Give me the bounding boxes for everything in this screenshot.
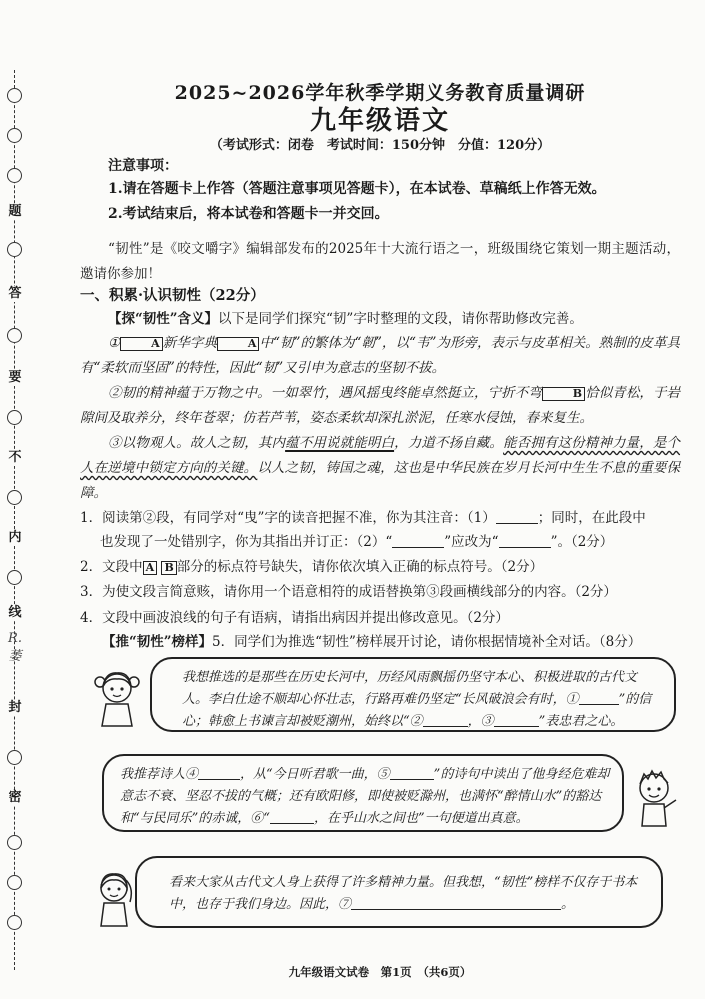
- dialogue-text: ，③: [467, 714, 494, 729]
- question-text: ；同时，在此段中: [537, 510, 646, 526]
- question-text: 5．同学们为推选“韧性”榜样展开讨论，请你根据情境补全对话。（8分）: [212, 634, 642, 650]
- question-5: [102, 630, 680, 654]
- para-text: ②韧的精神蕴于万物之中。一如翠竹，遇风摇曳终能卓然挺立，宁折不弯: [108, 385, 542, 401]
- marker-box-a: A: [143, 561, 158, 575]
- question-2: [80, 555, 680, 579]
- underlined-phrase: 蕴不用说就能明白: [285, 435, 395, 451]
- dialogue-text: 。: [561, 897, 575, 912]
- binding-char: 内: [6, 530, 24, 546]
- binding-char: 答: [6, 286, 24, 302]
- binding-circle: [7, 168, 22, 183]
- notice-heading: 注意事项：: [108, 158, 178, 174]
- dialogue-text: [169, 872, 639, 916]
- marker-box-b: B: [542, 387, 585, 401]
- speech-bubble-2: [102, 754, 624, 832]
- binding-char: 不: [6, 450, 24, 466]
- notice-item: 2.考试结束后，将本试卷和答题卡一并交回。: [108, 206, 389, 222]
- question-3: 3．为使文段言简意赅，请你用一个语意相符的成语替换第③段画横线部分的内容。（2分）: [80, 584, 617, 600]
- passage-paragraph-3: [80, 431, 680, 506]
- dialogue-text: ”表忠君之心。: [538, 714, 624, 729]
- binding-circle: [7, 835, 22, 850]
- task-label: 【探“韧性”含义】: [108, 311, 219, 327]
- handwritten-mark: R.萎: [8, 631, 22, 664]
- question-text: ”。（2分）: [550, 534, 614, 550]
- binding-circle: [7, 328, 22, 343]
- girl-avatar-icon: [92, 866, 136, 932]
- dialogue-text: ，在乎山水之间也”一句便道出真意。: [313, 811, 529, 826]
- answer-blank[interactable]: [390, 766, 434, 780]
- binding-circle: [7, 88, 22, 103]
- para-text: ③以物观人。故人之韧，其内: [108, 435, 286, 451]
- question-text: 部分的标点符号缺失，请你依次填入正确的标点符号。（2分）: [176, 559, 544, 575]
- question-1-continued: [100, 530, 680, 554]
- marker-box-a: A: [120, 337, 163, 351]
- task-subhead: [108, 307, 583, 327]
- question-4: 4．文段中画波浪线的句子有语病，请指出病因并提出修改意见。（2分）: [80, 610, 509, 626]
- girl-avatar-icon: [92, 664, 142, 734]
- binding-circle: [7, 915, 22, 930]
- question-text: 1．阅读第②段，有同学对“曳”字的读音把握不准，你为其注音：（1）: [80, 510, 496, 526]
- answer-blank[interactable]: [579, 691, 619, 705]
- binding-char: 密: [6, 790, 24, 806]
- answer-blank[interactable]: [496, 510, 538, 524]
- binding-char: 题: [6, 204, 24, 220]
- speech-bubble-3: [135, 856, 663, 928]
- exam-title: 2025~2026学年秋季学期义务教育质量调研: [174, 82, 586, 104]
- marker-box-a: A: [217, 337, 260, 351]
- answer-blank[interactable]: [423, 713, 468, 727]
- page-footer: 九年级语文试卷 第1页 （共6页）: [288, 965, 472, 979]
- section-heading: 一、积累·认识韧性（22分）: [80, 287, 265, 304]
- dialogue-text: [120, 764, 620, 830]
- para-text: ，力道不扬自藏。: [394, 435, 504, 451]
- binding-circle: [7, 750, 22, 765]
- question-text: ”应改为“: [444, 534, 499, 550]
- answer-blank[interactable]: [351, 896, 561, 910]
- binding-circle: [7, 410, 22, 425]
- notice-item: 1.请在答题卡上作答（答题注意事项见答题卡），在本试卷、草稿纸上作答无效。: [108, 181, 606, 197]
- binding-circle: [7, 875, 22, 890]
- binding-circle: [7, 570, 22, 585]
- task-label: 【推“韧性”榜样】: [102, 634, 213, 650]
- dialogue-text: 我想推选的是那些在历史长河中，历经风雨飘摇仍坚守本心、积极进取的古代文人。李白仕途不顺却心怀壮志，行路再难仍坚定“长风破浪会有时，①: [182, 670, 638, 707]
- binding-char: 线: [6, 605, 24, 621]
- dialogue-text: 我推荐诗人④: [120, 767, 199, 782]
- binding-circle: [7, 490, 22, 505]
- dialogue-text: ，从“今日听君歌一曲，⑤: [240, 767, 390, 782]
- answer-blank[interactable]: [499, 534, 551, 548]
- binding-circle: [7, 242, 22, 257]
- dialogue-text: ”的诗句中读出了他身经危难却意志不衰、坚忍不拔的气概；还有欧阳修，即使被贬滁州，也满怀“醉情山水”的豁达和“与民同乐”的赤诚，⑥“: [120, 767, 610, 826]
- task-instruction: 以下是同学们探究“韧”字时整理的文段，请你帮助修改完善。: [218, 311, 583, 327]
- subject-title: 九年级语文: [309, 106, 450, 136]
- wavy-underlined-sentence: 能否拥有这份精神力量，是个人在逆境中锁定方向的关键。: [80, 435, 681, 476]
- para-text: 新华字典: [162, 335, 217, 351]
- dialogue-text: [182, 667, 652, 733]
- boy-avatar-icon: [628, 764, 680, 834]
- binding-margin: [4, 70, 26, 970]
- para-text: ①: [108, 335, 121, 351]
- binding-circle: [7, 128, 22, 143]
- intro-paragraph: “韧性”是《咬文嚼字》编辑部发布的2025年十大流行语之一，班级围绕它策划一期主题活动，邀请你参加！: [80, 241, 680, 282]
- answer-blank[interactable]: [198, 766, 240, 780]
- answer-blank[interactable]: [392, 534, 444, 548]
- passage-paragraph-1: [80, 331, 680, 381]
- question-text: 也发现了一处错别字，你为其指出并订正：（2）“: [100, 534, 393, 550]
- para-text: 中“韧”的繁体为“韌”，以“韦”为形旁，表示与皮革相关。熟制的皮革具有“柔软而坚固”的特性，因此“韧”又引申为意志的坚韧不拔。: [80, 335, 680, 376]
- speech-bubble-1: [150, 657, 676, 732]
- binding-char: 封: [6, 700, 24, 716]
- dialogue-text: ”的信心；韩愈上书谏言却被贬潮州，始终以“②: [182, 692, 652, 729]
- question-1: [80, 506, 680, 530]
- passage-paragraph-2: [80, 381, 680, 431]
- marker-box-b: B: [161, 561, 176, 575]
- para-text: 以人之韧，铸国之魂，这也是中华民族在岁月长河中生生不息的重要保障。: [80, 460, 681, 501]
- para-text: 恰似青松，于岩隙间及取养分，终年苍翠；仿若芦苇，姿态柔软却深扎淤泥，任寒水侵蚀，春来复生。: [80, 385, 681, 426]
- question-text: 2．文段中: [80, 559, 143, 575]
- answer-blank[interactable]: [494, 713, 539, 727]
- binding-char: 要: [6, 370, 24, 386]
- dialogue-text: 看来大家从古代文人身上获得了许多精神力量。但我想，“韧性”榜样不仅存于书本中，也存于我们身边。因此，⑦: [169, 875, 638, 912]
- answer-blank[interactable]: [270, 810, 314, 824]
- exam-info: （考试形式：闭卷 考试时间：150分钟 分值：120分）: [209, 138, 551, 153]
